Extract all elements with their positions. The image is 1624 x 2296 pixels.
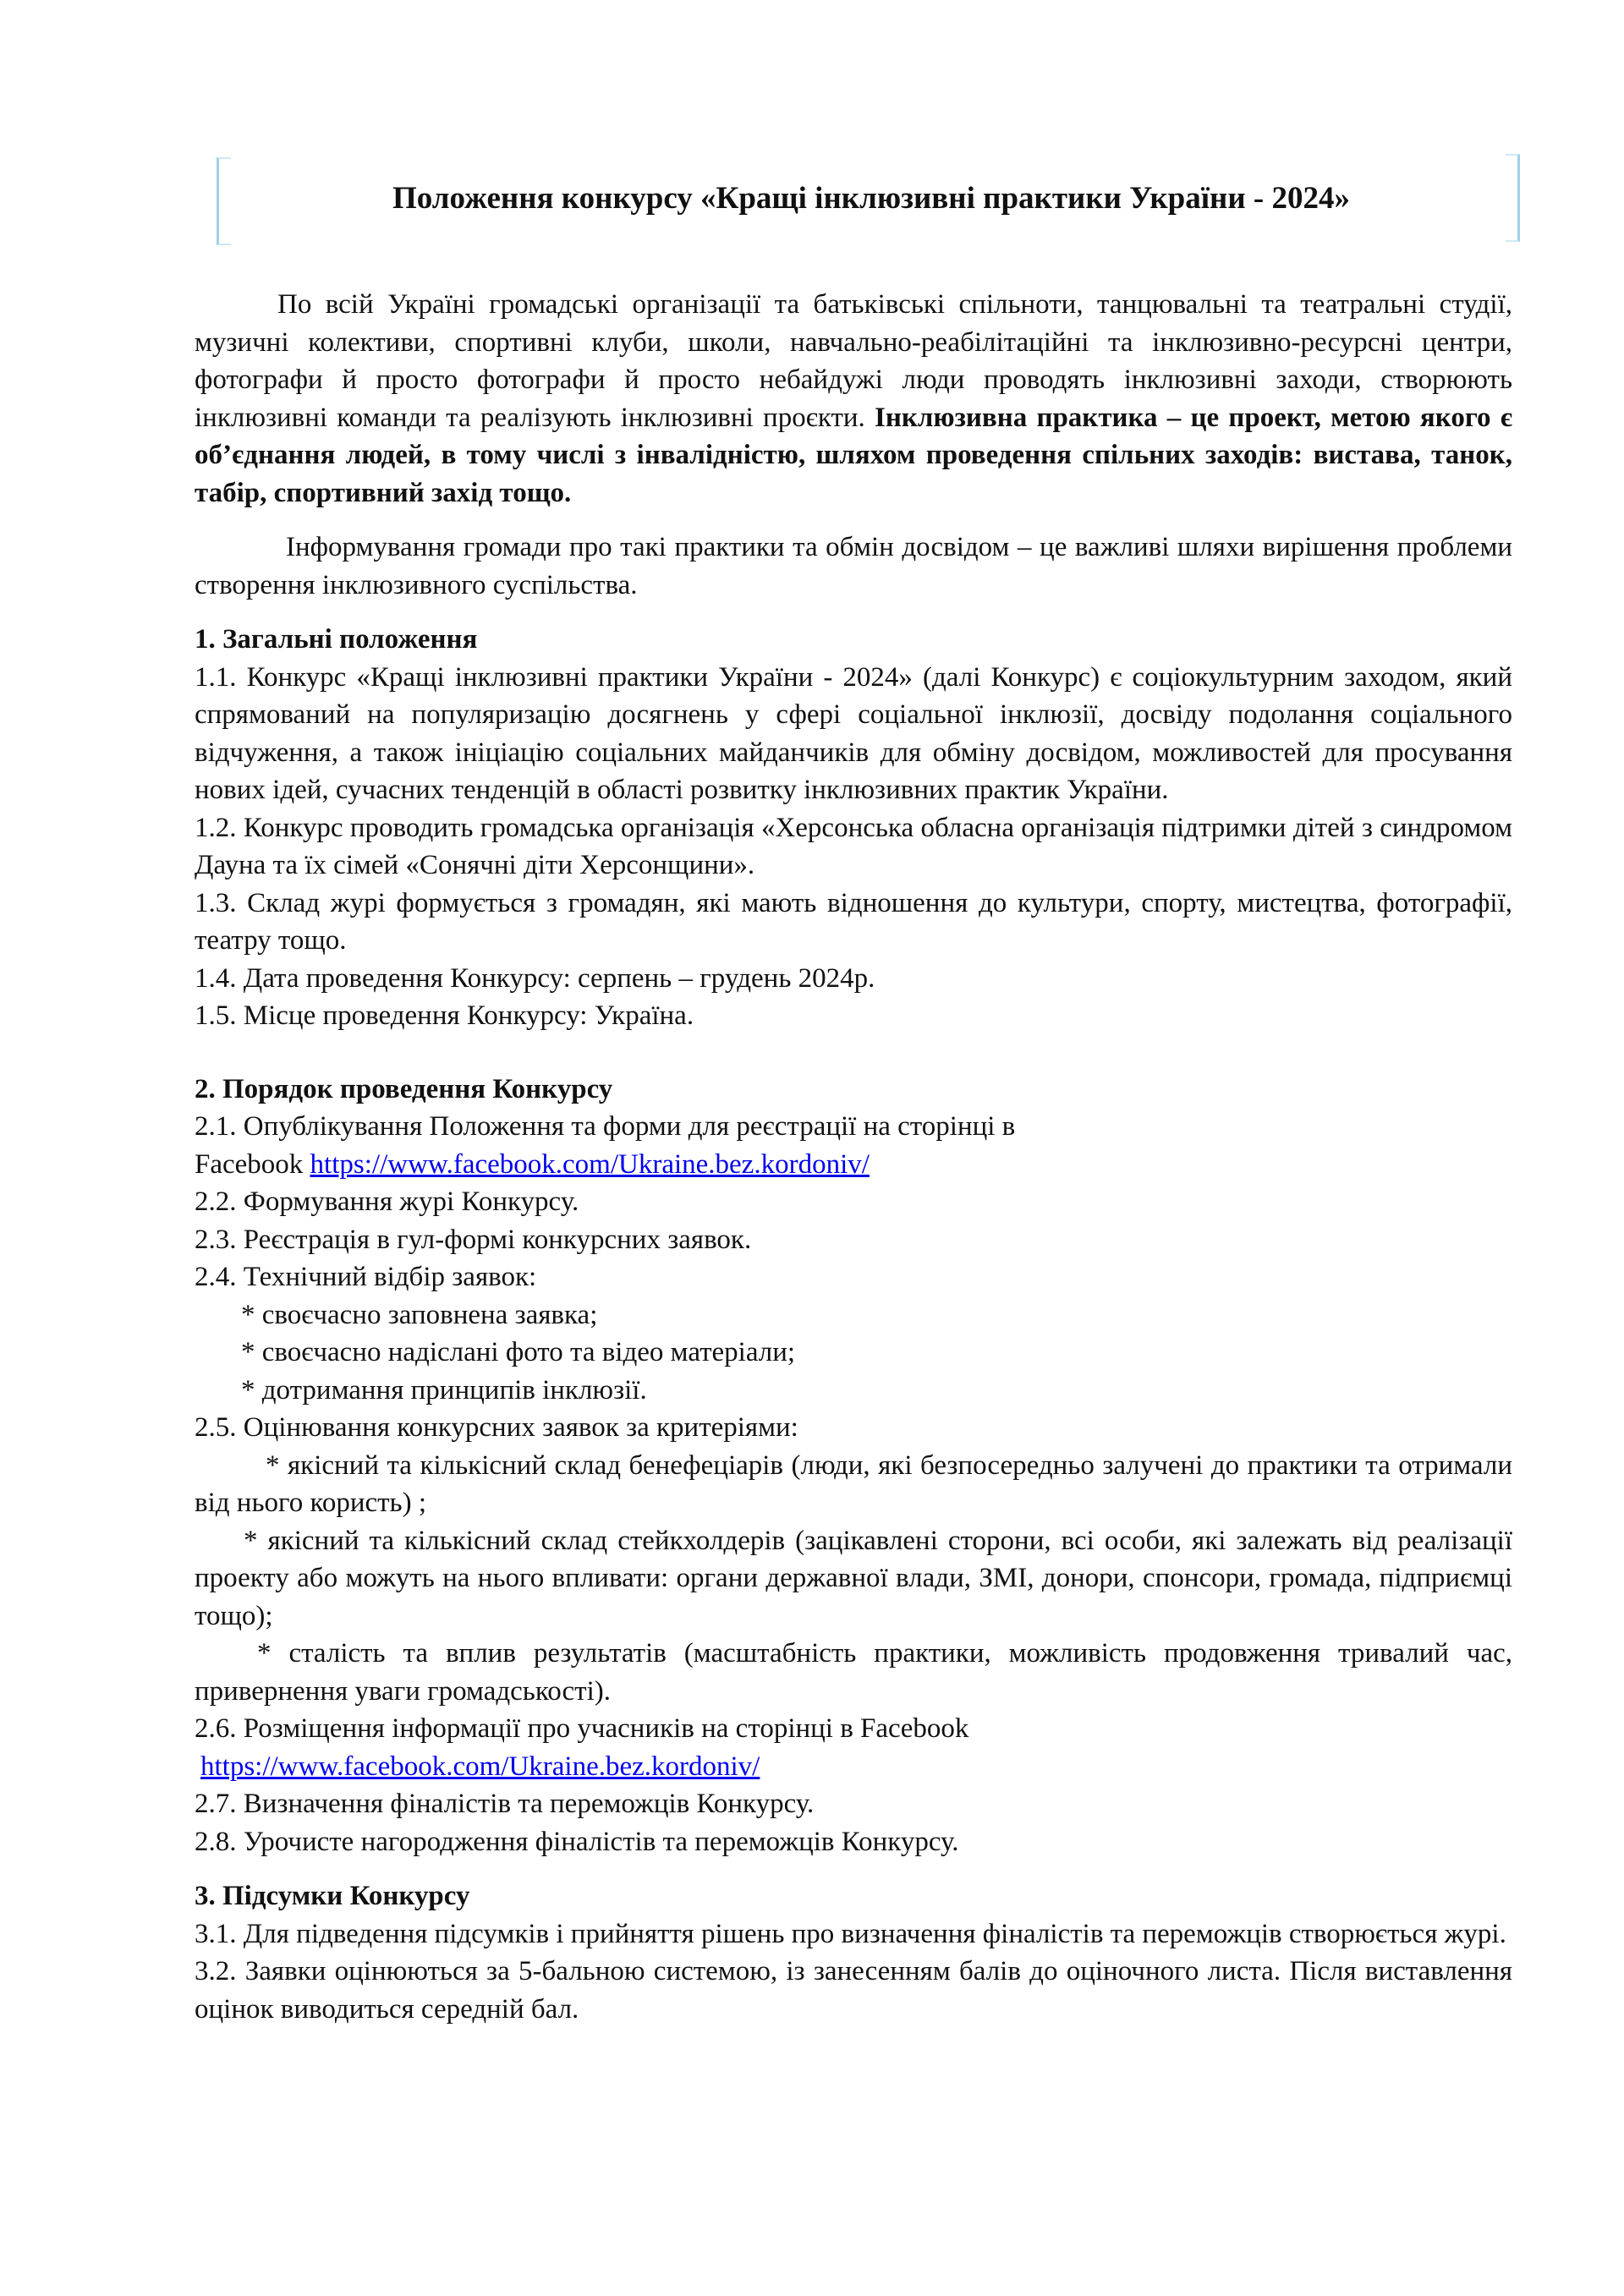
intro-bold-definition: Інклюзивна практика – це проект, метою якого є об’єднання людей, в тому числі з інвалідністю, шляхом проведення спільних заходів: вистава, танок, табір, спортивний захід тощо.: [195, 402, 1513, 508]
document-title: Положення конкурсу «Кращі інклюзивні практики України - 2024»: [392, 181, 1350, 216]
section-2-heading: 2. Порядок проведення Конкурсу: [195, 1073, 613, 1104]
facebook-link[interactable]: https://www.facebook.com/Ukraine.bez.kordoniv/: [200, 1751, 760, 1782]
facebook-link[interactable]: https://www.facebook.com/Ukraine.bez.kordoniv/: [310, 1148, 870, 1180]
section-2-item: 2.5. Оцінювання конкурсних заявок за критеріями:: [195, 1412, 798, 1443]
section-2-item: 2.2. Формування журі Конкурсу.: [195, 1186, 579, 1217]
section-1-heading: 1. Загальні положення: [195, 624, 478, 655]
criteria-bullet: * сталість та вплив результатів (масштабність практики, можливість продовження тривалий час, привернення уваги громадськості).: [195, 1638, 1512, 1707]
criteria-bullet: * якісний та кількісний склад бенефеціарів (люди, які безпосередньо залучені до практики та отримали від нього користь) ;: [195, 1449, 1512, 1518]
section-2-item-link-line: [195, 1146, 1512, 1184]
section-2-item: 2.7. Визначення фіналістів та переможців Конкурсу.: [195, 1789, 815, 1819]
selection-bullet: * своєчасно надіслані фото та відео матеріали;: [241, 1337, 796, 1367]
title-left-bracket-decoration: [217, 157, 231, 245]
section-2-item: 2.6. Розміщення інформації про учасників на сторінці в Facebook: [195, 1713, 969, 1744]
intro-paragraph-2: Інформування громади про такі практики та обмін досвідом – це важливі шляхи вирішення проблеми створення інклюзивного суспільства.: [195, 532, 1512, 600]
criteria-bullet: * якісний та кількісний склад стейкхолдерів (зацікавлені сторони, всі особи, які залежать від реалізації проекту або можуть на нього впливати: органи державної влади, ЗМІ, донори, спонсори, громада, підприємці тощо);: [195, 1525, 1512, 1631]
section-3-heading: 3. Підсумки Конкурсу: [195, 1881, 470, 1911]
document-body: [195, 286, 1512, 2028]
section-2-item: 2.3. Реєстрація в гул-формі конкурсних заявок.: [195, 1224, 752, 1255]
section-1-item: 1.4. Дата проведення Конкурсу: серпень – грудень 2024р.: [195, 962, 875, 994]
facebook-label: Facebook: [195, 1148, 304, 1180]
section-2-link-line: [195, 1748, 1512, 1786]
intro-paragraph-1: [195, 286, 1512, 512]
section-2-item: 2.4. Технічний відбір заявок:: [195, 1262, 537, 1292]
section-1-item: 1.3. Склад журі формується з громадян, які мають відношення до культури, спорту, мистецтва, фотографії, театру тощо.: [195, 887, 1512, 956]
section-1-item: 1.2. Конкурс проводить громадська організація «Херсонська обласна організація підтримки дітей з синдромом Дауна та їх сімей «Сонячні діти Херсонщини».: [195, 812, 1512, 880]
section-1-item: 1.5. Місце проведення Конкурсу: Україна.: [195, 1000, 694, 1031]
selection-bullet: * дотримання принципів інклюзії.: [241, 1374, 647, 1406]
section-2-item: 2.1. Опублікування Положення та форми для реєстрації на сторінці в: [195, 1111, 1016, 1142]
title-right-bracket-decoration: [1506, 154, 1520, 242]
section-1-item: 1.1. Конкурс «Кращі інклюзивні практики України - 2024» (далі Конкурс) є соціокультурним заходом, який спрямований на популяризацію досягнень у сфері соціальної інклюзії, досвіду подолання соціального відчуження, а також ініціацію соціальних майданчиків для обміну досвідом, можливостей для просування нових ідей, сучасних тенденцій в області розвитку інклюзивних практик України.: [195, 661, 1512, 805]
intro-text: По всій Україні громадські організації та батьківські спільноти, танцювальні та театральні студії, музичні колективи, спортивні клуби, школи, навчально-реабілітаційні та інклюзивно-ресурсні центри, фотографи й просто фотографи й просто небайдужі люди проводять інклюзивні заходи, створюють інклюзивні команди та реалізують інклюзивні проєкти.: [195, 289, 1512, 433]
section-3-item: 3.1. Для підведення підсумків і прийняття рішень про визначення фіналістів та переможців створюється журі.: [195, 1918, 1506, 1949]
selection-bullet: * своєчасно заповнена заявка;: [241, 1299, 598, 1330]
section-2-item: 2.8. Урочисте нагородження фіналістів та переможців Конкурсу.: [195, 1826, 959, 1857]
section-3-item: 3.2. Заявки оцінюються за 5-бальною системою, із занесенням балів до оціночного листа. Після виставлення оцінок виводиться середній бал.: [195, 1956, 1512, 2025]
